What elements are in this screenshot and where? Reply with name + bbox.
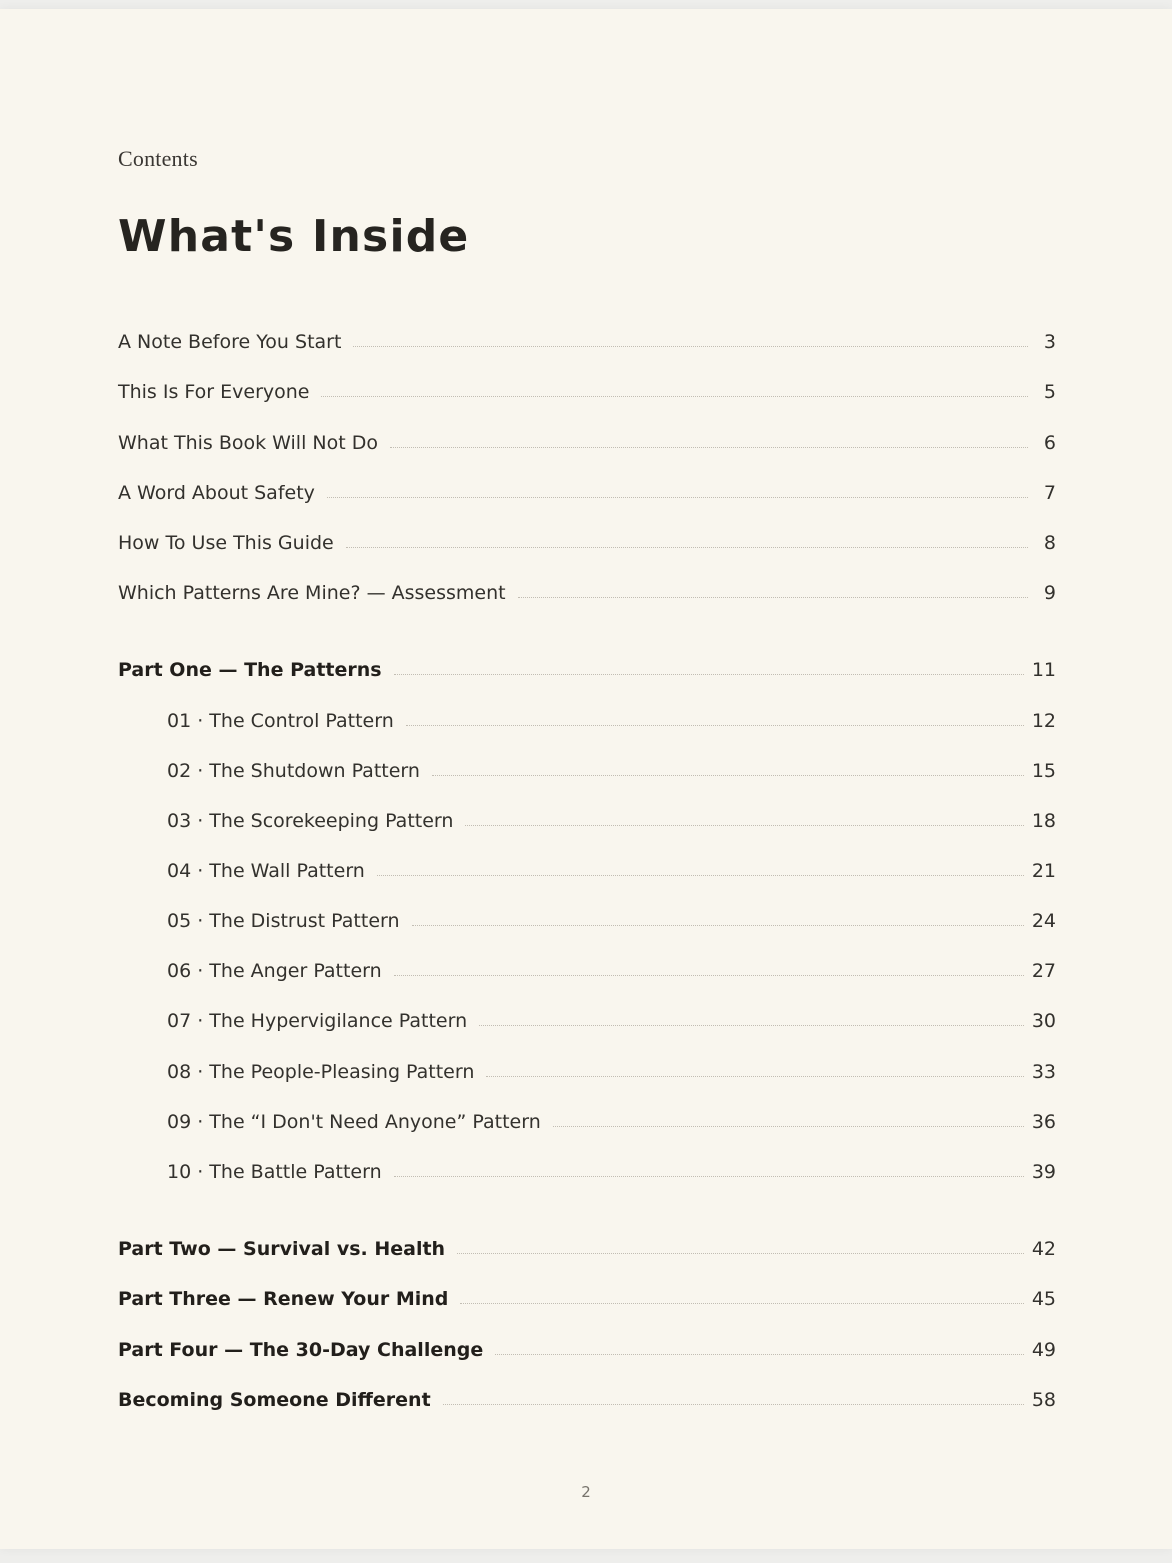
page-number: 2 (581, 1483, 591, 1501)
toc-entry[interactable] (118, 532, 1056, 562)
toc-sub-entry[interactable] (167, 760, 1056, 790)
toc-entry-page: 30 (1031, 1010, 1056, 1032)
toc-entry[interactable] (118, 482, 1056, 512)
toc-entry-page: 42 (1031, 1238, 1056, 1260)
table-of-contents (0, 9, 1172, 1549)
toc-entry-page: 49 (1031, 1339, 1056, 1361)
leader-dots (394, 674, 1024, 675)
toc-entry[interactable] (118, 381, 1056, 411)
leader-dots (457, 1253, 1024, 1254)
toc-entry-label: 09 · The “I Don't Need Anyone” Pattern (167, 1111, 541, 1133)
toc-part-entry[interactable] (118, 1389, 1056, 1419)
toc-entry-page: 21 (1031, 860, 1056, 882)
leader-dots (465, 825, 1023, 826)
leader-dots (390, 447, 1028, 448)
toc-entry-label: 03 · The Scorekeeping Pattern (167, 810, 454, 832)
toc-part-entry[interactable] (118, 1339, 1056, 1369)
toc-entry-label: A Note Before You Start (118, 331, 342, 353)
toc-sub-entry[interactable] (167, 960, 1056, 990)
toc-entry[interactable] (118, 331, 1056, 361)
toc-entry-label: 05 · The Distrust Pattern (167, 910, 400, 932)
toc-entry-label: Becoming Someone Different (118, 1389, 431, 1411)
leader-dots (432, 775, 1024, 776)
leader-dots (460, 1303, 1023, 1304)
toc-sub-entry[interactable] (167, 910, 1056, 940)
toc-entry-label: What This Book Will Not Do (118, 432, 378, 454)
leader-dots (394, 1176, 1024, 1177)
toc-entry-label: Part Three — Renew Your Mind (118, 1288, 449, 1310)
leader-dots (495, 1354, 1024, 1355)
toc-entry-page: 5 (1043, 381, 1056, 403)
toc-part-entry[interactable] (118, 659, 1056, 689)
toc-entry-page: 8 (1043, 532, 1056, 554)
leader-dots (406, 725, 1024, 726)
toc-sub-entry[interactable] (167, 810, 1056, 840)
toc-sub-entry[interactable] (167, 1061, 1056, 1091)
toc-entry-page: 33 (1031, 1061, 1056, 1083)
toc-entry-page: 15 (1031, 760, 1056, 782)
toc-entry[interactable] (118, 432, 1056, 462)
leader-dots (518, 597, 1028, 598)
toc-entry-page: 36 (1031, 1111, 1056, 1133)
toc-entry-page: 11 (1031, 659, 1056, 681)
toc-entry-label: How To Use This Guide (118, 532, 334, 554)
toc-entry-label: 08 · The People-Pleasing Pattern (167, 1061, 475, 1083)
leader-dots (412, 925, 1024, 926)
toc-entry-page: 9 (1043, 582, 1056, 604)
toc-entry-page: 45 (1031, 1288, 1056, 1310)
leader-dots (346, 547, 1028, 548)
toc-sub-entry[interactable] (167, 1010, 1056, 1040)
toc-entry-page: 6 (1043, 432, 1056, 454)
leader-dots (327, 497, 1028, 498)
toc-entry-label: Part Two — Survival vs. Health (118, 1238, 446, 1260)
toc-entry[interactable] (118, 582, 1056, 612)
toc-part-entry[interactable] (118, 1288, 1056, 1318)
toc-entry-page: 27 (1031, 960, 1056, 982)
toc-entry-label: 04 · The Wall Pattern (167, 860, 365, 882)
leader-dots (553, 1126, 1024, 1127)
leader-dots (377, 875, 1024, 876)
toc-part-entry[interactable] (118, 1238, 1056, 1268)
section-eyebrow: Contents (118, 146, 198, 171)
toc-entry-label: Which Patterns Are Mine? — Assessment (118, 582, 506, 604)
toc-entry-label: Part One — The Patterns (118, 659, 382, 681)
leader-dots (479, 1025, 1024, 1026)
toc-entry-page: 39 (1031, 1161, 1056, 1183)
toc-sub-entry[interactable] (167, 710, 1056, 740)
leader-dots (486, 1076, 1023, 1077)
toc-entry-label: Part Four — The 30-Day Challenge (118, 1339, 484, 1361)
leader-dots (443, 1404, 1024, 1405)
page-title: What's Inside (118, 211, 470, 262)
toc-entry-label: 06 · The Anger Pattern (167, 960, 382, 982)
toc-entry-label: 01 · The Control Pattern (167, 710, 394, 732)
toc-entry-label: This Is For Everyone (118, 381, 310, 403)
toc-entry-page: 18 (1031, 810, 1056, 832)
leader-dots (394, 975, 1024, 976)
toc-sub-entry[interactable] (167, 1111, 1056, 1141)
toc-entry-page: 7 (1043, 482, 1056, 504)
leader-dots (321, 396, 1028, 397)
toc-entry-page: 24 (1031, 910, 1056, 932)
toc-sub-entry[interactable] (167, 1161, 1056, 1191)
toc-entry-label: 02 · The Shutdown Pattern (167, 760, 420, 782)
document-page (0, 9, 1172, 1549)
toc-entry-page: 12 (1031, 710, 1056, 732)
toc-entry-label: 10 · The Battle Pattern (167, 1161, 382, 1183)
leader-dots (353, 346, 1028, 347)
toc-entry-label: 07 · The Hypervigilance Pattern (167, 1010, 468, 1032)
toc-entry-page: 58 (1031, 1389, 1056, 1411)
toc-entry-page: 3 (1043, 331, 1056, 353)
toc-sub-entry[interactable] (167, 860, 1056, 890)
toc-entry-label: A Word About Safety (118, 482, 315, 504)
